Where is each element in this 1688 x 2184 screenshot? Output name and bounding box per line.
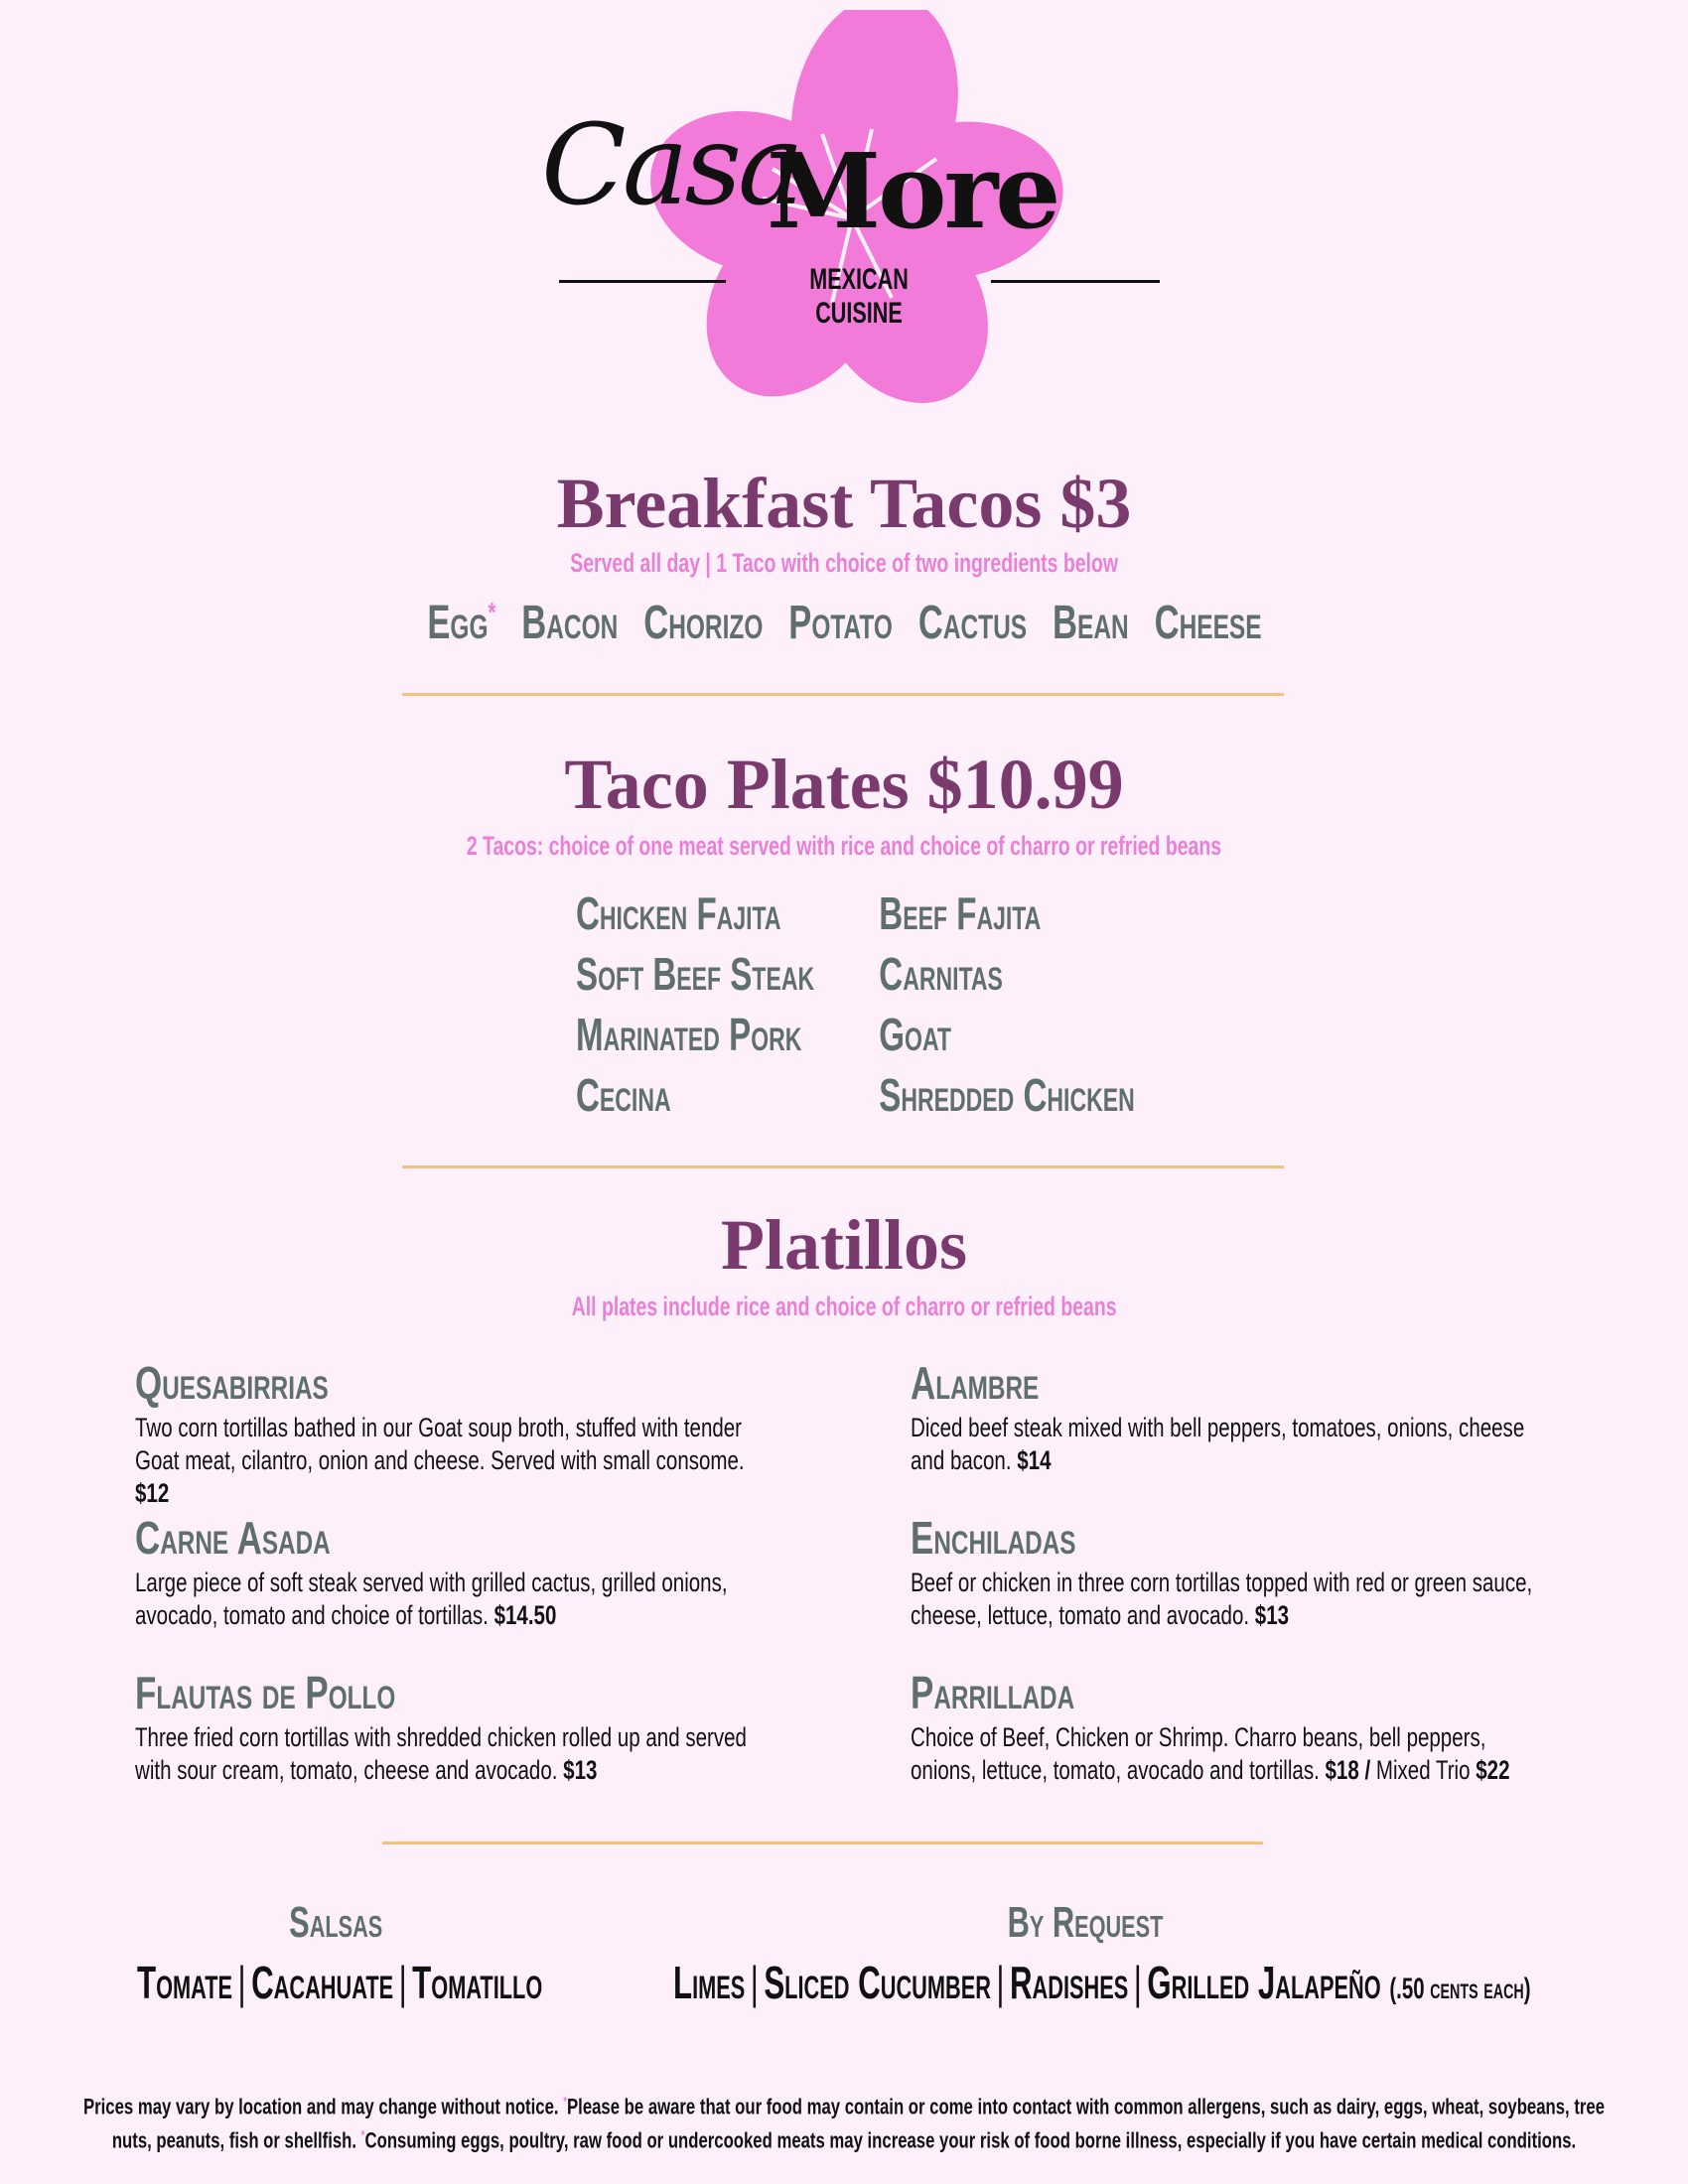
item-name: Parrillada [911, 1667, 1075, 1718]
meat-option: Shredded Chicken [879, 1069, 1135, 1121]
menu-item [911, 1513, 1537, 1632]
request-item: Radishes [1009, 1957, 1129, 2008]
ingredient-chorizo: Chorizo [643, 597, 764, 649]
by-request-title: By Request [1007, 1898, 1164, 1947]
footer-consumption: Consuming eggs, poultry, raw food or undercooked meats may increase your risk of food borne illness, especially if you have certain medical conditions. [364, 2127, 1577, 2153]
item-description: Large piece of soft steak served with grilled cactus, grilled onions, avocado, tomato and choice of tortillas. [135, 1568, 728, 1630]
item-description: Beef or chicken in three corn tortillas topped with red or green sauce, cheese, lettuce, tomato and avocado. [911, 1568, 1533, 1630]
price-separator: / [1364, 1755, 1371, 1785]
logo-tagline: MEXICAN CUISINE [809, 263, 909, 330]
ingredient-cactus: Cactus [917, 597, 1028, 649]
salsa-item: Cacahuate [251, 1957, 394, 2008]
separator: | [237, 1957, 246, 2008]
ingredient-bean: Bean [1053, 597, 1129, 649]
ingredient-cheese: Cheese [1154, 597, 1262, 649]
meat-option: Chicken Fajita [576, 887, 781, 939]
section-divider [402, 1165, 1284, 1168]
section-divider [402, 693, 1284, 696]
item-description: Three fried corn tortillas with shredded chicken rolled up and served with sour cream, tomato, cheese and avocado. [135, 1722, 747, 1785]
ingredient-bacon: Bacon [521, 597, 619, 649]
footer-allergens: Please be aware that our food may contain or come into contact with common allergens, such as dairy, eggs, wheat, soybeans, tree nuts, peanuts, fish or shellfish. [111, 2094, 1605, 2153]
item-name: Quesabirrias [135, 1357, 329, 1409]
salsa-item: Tomate [137, 1957, 233, 2008]
logo-script: Casa [541, 101, 800, 230]
item-description: Diced beef steak mixed with bell peppers, tomatoes, onions, cheese and bacon. [911, 1413, 1525, 1475]
footer-asterisk: * [360, 2127, 365, 2143]
mixed-trio-label: Mixed Trio [1375, 1755, 1471, 1785]
item-price: $13 [563, 1755, 598, 1785]
meat-option: Cecina [576, 1069, 671, 1121]
meat-option: Carnitas [879, 948, 1003, 1000]
logo-rule-left [559, 280, 726, 283]
item-price: $12 [135, 1478, 170, 1508]
by-request-list [673, 1956, 1531, 2009]
menu-item [135, 1513, 762, 1632]
request-item: Sliced Cucumber [764, 1957, 991, 2008]
separator: | [398, 1957, 407, 2008]
item-description: Choice of Beef, Chicken or Shrimp. Charro beans, bell peppers, onions, lettuce, tomato, avocado and tortillas. [911, 1722, 1486, 1785]
separator: | [1133, 1957, 1142, 2008]
meat-option: Marinated Pork [576, 1009, 802, 1060]
item-price: $14 [1017, 1445, 1052, 1475]
menu-item [135, 1668, 762, 1787]
price-note: (.50 cents each) [1389, 1973, 1531, 2005]
menu-item [135, 1358, 762, 1510]
logo [536, 10, 1192, 407]
meat-option: Beef Fajita [879, 887, 1042, 939]
breakfast-subtitle: Served all day | 1 Taco with choice of two ingredients below [570, 548, 1118, 578]
separator: | [996, 1957, 1005, 2008]
section-divider [382, 1842, 1263, 1844]
item-name: Flautas de Pollo [135, 1667, 396, 1718]
taco-plates-subtitle: 2 Tacos: choice of one meat served with rice and choice of charro or refried beans [466, 831, 1222, 861]
item-name: Carne Asada [135, 1512, 331, 1564]
salsas-list [137, 1956, 542, 2009]
item-description: Two corn tortillas bathed in our Goat soup broth, stuffed with tender Goat meat, cilantro, onion and cheese. Served with small consome. [135, 1413, 745, 1475]
platillos-title: Platillos [721, 1205, 967, 1285]
item-name: Enchiladas [911, 1512, 1076, 1564]
footer-asterisk: * [563, 2094, 568, 2109]
salsas-title: Salsas [288, 1898, 383, 1947]
item-price: $14.50 [493, 1600, 557, 1630]
logo-bold: More [767, 130, 1058, 252]
footer-prices: Prices may vary by location and may change without notice. [82, 2094, 559, 2119]
taco-plates-title: Taco Plates $10.99 [564, 745, 1124, 824]
breakfast-title: Breakfast Tacos $3 [556, 464, 1132, 543]
item-price: $13 [1254, 1600, 1290, 1630]
logo-rule-right [991, 280, 1160, 283]
ingredient-potato: Potato [788, 597, 893, 649]
item-name: Alambre [911, 1357, 1040, 1409]
separator: | [750, 1957, 759, 2008]
meat-option: Goat [879, 1009, 951, 1060]
allergen-asterisk: * [488, 597, 496, 627]
ingredient-egg: Egg* [427, 597, 496, 649]
menu-item [911, 1358, 1537, 1477]
request-item: Grilled Jalapeño [1147, 1957, 1381, 2008]
meat-option: Soft Beef Steak [576, 948, 815, 1000]
mixed-trio-price: $22 [1476, 1755, 1510, 1785]
ingredient-list [427, 596, 1261, 650]
item-price: $18 [1325, 1755, 1359, 1785]
request-item: Limes [673, 1957, 746, 2008]
salsa-item: Tomatillo [412, 1957, 543, 2008]
menu-item [911, 1668, 1537, 1787]
footer-disclaimer [0, 2087, 1688, 2155]
platillos-subtitle: All plates include rice and choice of charro or refried beans [571, 1292, 1117, 1321]
